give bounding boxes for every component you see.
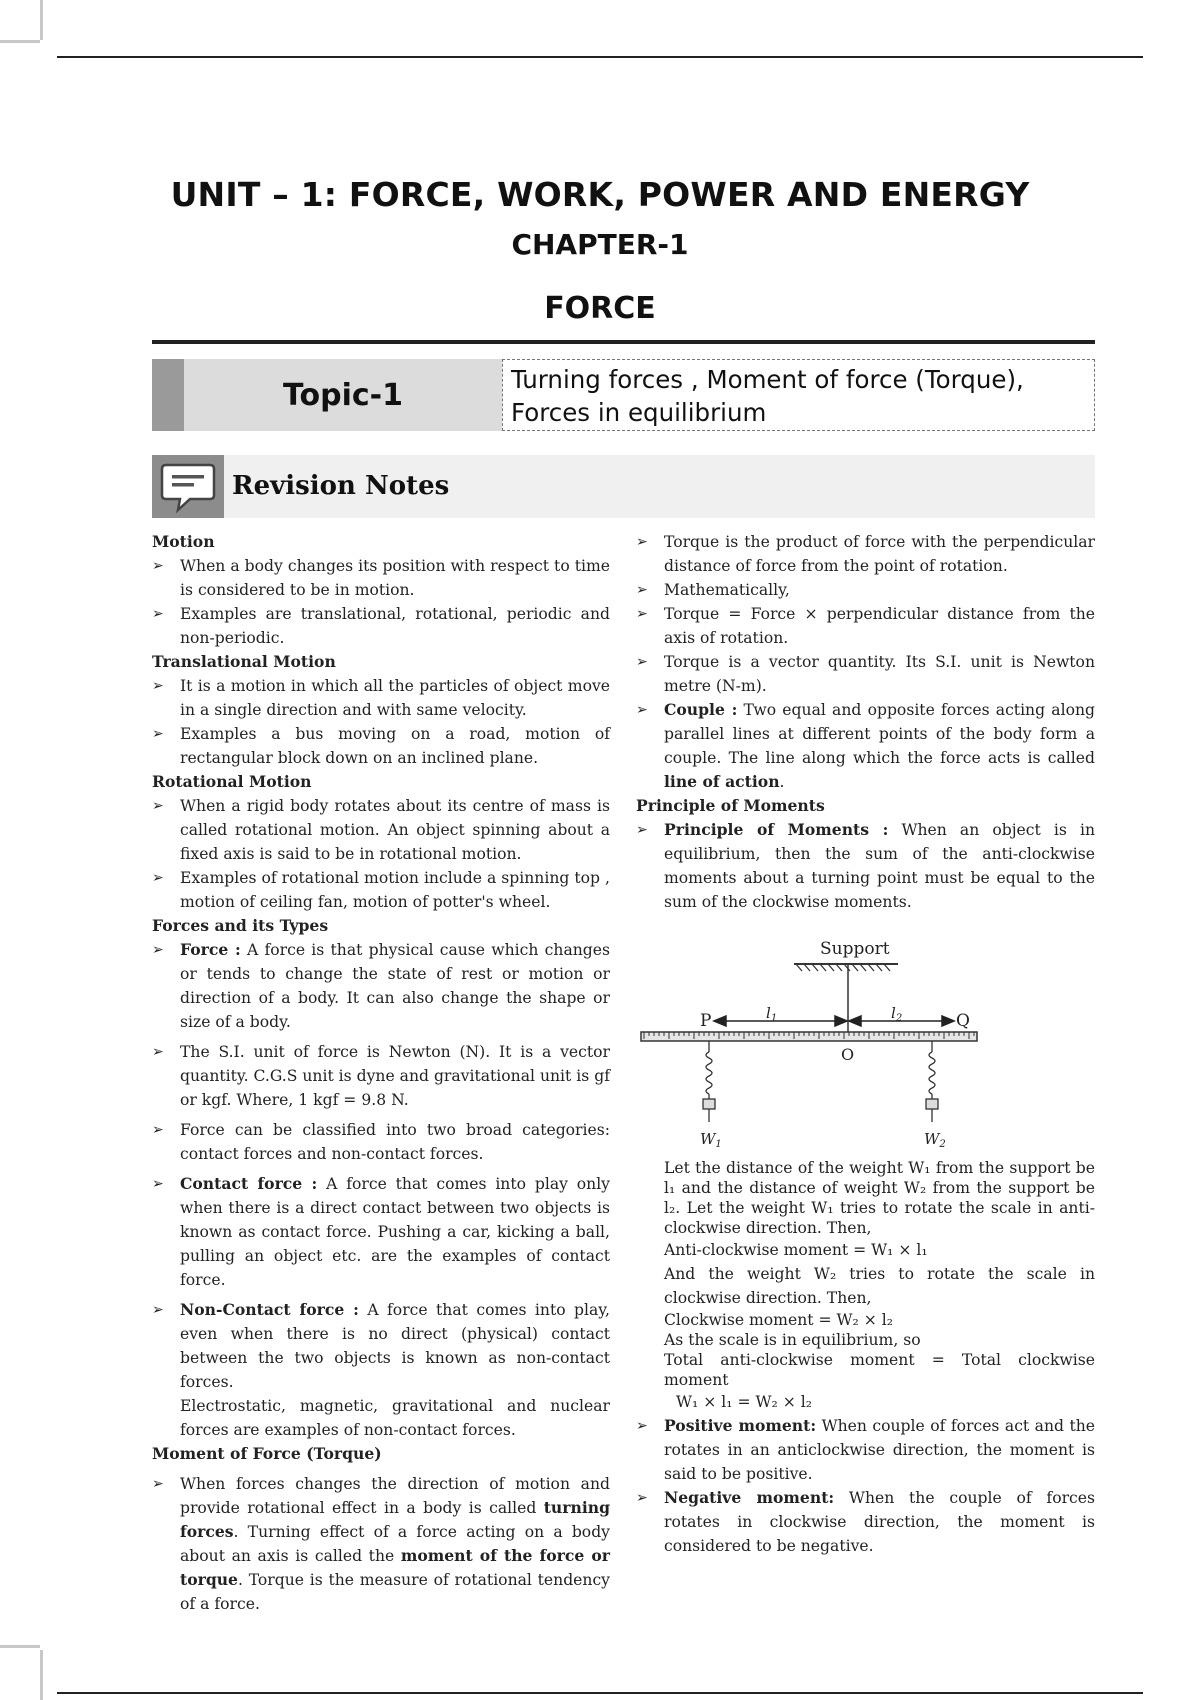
point-p-label: P: [700, 1011, 712, 1031]
list-item: [152, 1472, 610, 1616]
point-q-label: Q: [956, 1011, 970, 1031]
distance-arrows: [714, 1016, 954, 1026]
text: A force that comes into play only when there is a direct contact between two objects is known as contact force. Pushing a car, kicking a ball, pulling an object etc. are the examples of contact force.: [180, 1175, 610, 1289]
term: Principle of Moments :: [664, 820, 889, 839]
l2-label: $l_2$: [891, 1004, 903, 1024]
term: line of action: [664, 772, 780, 791]
point-o-label: O: [841, 1045, 855, 1064]
term: Non-Contact force :: [180, 1300, 359, 1319]
text: A force that comes into play, even when there is no direct (physical) contact between the two objects is known as non-contact forces.: [180, 1301, 610, 1391]
text: .: [779, 773, 785, 791]
paragraph: Total anti-clockwise moment = Total clockwise moment: [664, 1351, 1095, 1389]
paragraph: Electrostatic, magnetic, gravitational and nuclear forces are examples of non-contact forces.: [180, 1397, 610, 1439]
lever-diagram-svg: [636, 922, 1095, 1152]
topic-bar: [152, 359, 184, 431]
text: Two equal and opposite forces acting along parallel lines at different points of the body form a couple. The line along which the force acts is called: [664, 701, 1095, 767]
list-item: ➢ Torque is the product of force with the perpendicular distance of force from the point of rotation.: [636, 530, 1095, 578]
left-column: [152, 530, 610, 1616]
list-item: ➢ Examples are translational, rotational, periodic and non-periodic.: [152, 602, 610, 650]
text: . Turning effect of a force acting on a body about an axis is called the: [180, 1523, 610, 1565]
topic-text: Turning forces , Moment of force (Torque), Forces in equilibrium: [502, 359, 1095, 431]
revision-notes-banner: [152, 455, 1095, 518]
equation: Anti-clockwise moment = W₁ × l₁: [664, 1241, 928, 1259]
chapter-name: FORCE: [544, 291, 656, 326]
list-item: [636, 818, 1095, 914]
principle-of-moments-diagram: [636, 922, 1095, 1152]
topic-label: Topic-1: [184, 359, 502, 431]
ceiling-hatch: [796, 964, 890, 971]
term: moment of the force or torque: [180, 1546, 610, 1589]
text: When couple of forces act and the rotates in an anticlockwise direction, the moment is said to be positive.: [664, 1417, 1095, 1483]
top-rule: [57, 56, 1143, 58]
heading-rotational-motion: Rotational Motion: [152, 772, 312, 791]
heading-forces-types: Forces and its Types: [152, 916, 329, 935]
list-item: ➢ Force can be classified into two broad categories: contact forces and non-contact forces.: [152, 1118, 610, 1166]
list-item: [636, 698, 1095, 794]
list-item: [152, 1298, 610, 1394]
heading-moment-of-force: Moment of Force (Torque): [152, 1444, 382, 1463]
unit-title: UNIT – 1: FORCE, WORK, POWER AND ENERGY: [170, 175, 1030, 214]
crop-mark: [40, 1650, 43, 1700]
term: Couple :: [664, 700, 738, 719]
list-item: [636, 1486, 1095, 1558]
text: When the couple of forces rotates in clockwise direction, the moment is considered to be negative.: [664, 1489, 1095, 1555]
list-item: [152, 938, 610, 1034]
term: Negative moment:: [664, 1488, 835, 1507]
paragraph: Let the distance of the weight W₁ from the support be l₁ and the distance of weight W₂ from the support be l₂. Let the weight W₁ tries to rotate the scale in anti-clockwise direction. Then,: [664, 1159, 1095, 1237]
chapter-title: CHAPTER-1: [511, 228, 689, 261]
right-spring-balance: [926, 1041, 938, 1122]
bottom-rule: [57, 1692, 1143, 1694]
term: turning forces: [180, 1498, 610, 1541]
crop-mark: [40, 0, 43, 40]
list-item: ➢ Mathematically,: [636, 578, 1095, 602]
term: Force :: [180, 940, 241, 959]
term: Positive moment:: [664, 1416, 817, 1435]
text: When forces changes the direction of motion and provide rotational effect in a body is called: [180, 1475, 610, 1517]
term: Contact force :: [180, 1174, 318, 1193]
equation: Clockwise moment = W₂ × l₂: [664, 1311, 893, 1329]
text: A force is that physical cause which changes or tends to change the state of rest or motion or direction of a body. It can also change the shape or size of a body.: [180, 941, 611, 1031]
list-item: ➢ Torque is a vector quantity. Its S.I. unit is Newton metre (N-m).: [636, 650, 1095, 698]
text: When an object is in equilibrium, then the sum of the anti-clockwise moments about a turning point must be equal to the sum of the clockwise moments.: [664, 821, 1095, 911]
list-item: ➢ Examples a bus moving on a road, motion of rectangular block down on an inclined plane.: [152, 722, 610, 770]
list-item: [636, 1414, 1095, 1486]
right-column: [636, 530, 1095, 1558]
text: . Torque is the measure of rotational tendency of a force.: [180, 1571, 610, 1613]
heading-principle-of-moments: Principle of Moments: [636, 796, 825, 815]
list-item: ➢ It is a motion in which all the particles of object move in a single direction and with same velocity.: [152, 674, 610, 722]
crop-mark: [0, 40, 40, 43]
paragraph: As the scale is in equilibrium, so: [664, 1331, 921, 1349]
list-item: [152, 1172, 610, 1292]
section-divider: [152, 340, 1095, 344]
crop-mark: [0, 1645, 40, 1648]
heading-translational-motion: Translational Motion: [152, 652, 336, 671]
formula: W₁ × l₁ = W₂ × l₂: [676, 1393, 812, 1411]
w2-label: $W_2$: [924, 1130, 946, 1150]
list-item: ➢ Torque = Force × perpendicular distance from the axis of rotation.: [636, 602, 1095, 650]
paragraph: And the weight W₂ tries to rotate the scale in clockwise direction. Then,: [664, 1265, 1095, 1307]
heading-motion: Motion: [152, 532, 215, 551]
left-spring-balance: [703, 1041, 715, 1122]
list-item: ➢ When a rigid body rotates about its centre of mass is called rotational motion. An object spinning about a fixed axis is said to be in rotational motion.: [152, 794, 610, 866]
speech-bubble-icon: [152, 455, 224, 518]
list-item: ➢ The S.I. unit of force is Newton (N). It is a vector quantity. C.G.S unit is dyne and gravitational unit is gf or kgf. Where, 1 kgf = 9.8 N.: [152, 1040, 610, 1112]
revision-notes-title: Revision Notes: [232, 471, 450, 501]
l1-label: $l_1$: [766, 1004, 778, 1024]
support-label: Support: [820, 939, 890, 959]
list-item: ➢ Examples of rotational motion include a spinning top , motion of ceiling fan, motion of potter's wheel.: [152, 866, 610, 914]
list-item: ➢ When a body changes its position with respect to time is considered to be in motion.: [152, 554, 610, 602]
w1-label: $W_1$: [700, 1130, 722, 1150]
topic-banner: [152, 359, 1095, 431]
